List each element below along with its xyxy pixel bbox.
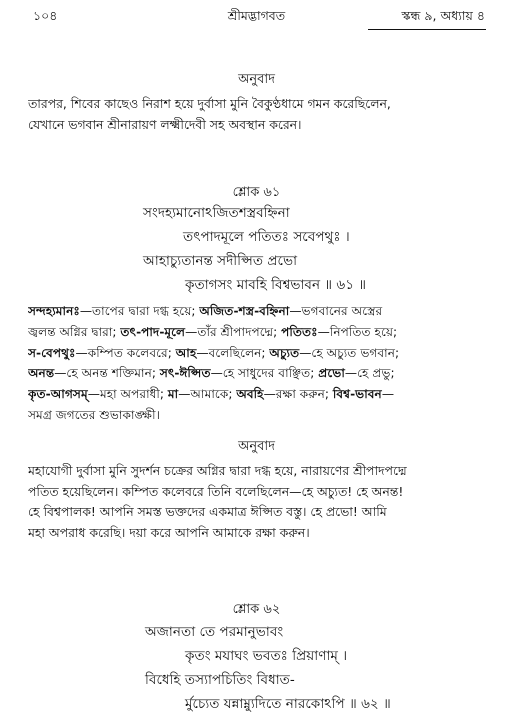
term-meaning: —হে অচ্যুত ভগবান; bbox=[299, 345, 400, 360]
sanskrit-term: স-বেপথুঃ bbox=[28, 345, 76, 360]
text-line: মহাযোগী দুর্বাসা মুনি সুদর্শন চক্রের অগ্নির দ্বারা দগ্ধ হয়ে, নারায়ণের শ্রীপাদপদ্মে bbox=[28, 463, 407, 478]
synonym-line bbox=[28, 405, 490, 426]
verse-line: বিধেহি তস্যাপচিতিং বিধাত- bbox=[145, 672, 295, 688]
term-meaning: —হে প্রভু; bbox=[344, 366, 395, 381]
sanskrit-term: প্রভো bbox=[318, 366, 345, 381]
translation-text bbox=[28, 461, 488, 543]
term-meaning: —আমাকে; bbox=[178, 387, 237, 402]
word-for-word-synonyms bbox=[28, 301, 490, 426]
sanskrit-term: অবহি bbox=[236, 387, 264, 402]
verse-line: সংদহ্যমানোঽজিতশস্ত্রবহ্নিনা bbox=[143, 205, 290, 221]
sanskrit-term: কৃত-আগসম্ bbox=[28, 387, 88, 402]
term-meaning: —হে সাধুদের বাঞ্ছিত; bbox=[210, 366, 319, 381]
synonym-line bbox=[28, 301, 490, 322]
verse-line: আহাচ্যুতানন্ত সদীপ্সিত প্রভো bbox=[143, 253, 298, 269]
translation-heading: অনুবাদ bbox=[238, 439, 275, 454]
verse-line: র্মুচ্যেত যন্নাম্ন্যুদিতে নারকোঽপি ॥ ৬২ ॥ bbox=[185, 696, 391, 712]
term-meaning: —নিপতিত হয়ে; bbox=[317, 324, 398, 339]
sanskrit-term: মা bbox=[167, 387, 179, 402]
translation-heading: অনুবাদ bbox=[238, 72, 275, 87]
term-meaning: —কম্পিত কলেবরে; bbox=[75, 345, 176, 360]
running-header bbox=[0, 6, 513, 28]
header-rule bbox=[368, 29, 486, 30]
term-meaning: — bbox=[381, 387, 395, 402]
text-line: যেখানে ভগবান শ্রীনারায়ণ লক্ষ্মীদেবী সহ অবস্থান করেন। bbox=[28, 116, 302, 132]
term-meaning: —হে অনন্ত শক্তিমান; bbox=[54, 366, 160, 381]
verse-line: কৃতাগসং মাবহি বিশ্বভাবন ॥ ৬১ ॥ bbox=[185, 277, 367, 293]
text-line: হে বিশ্বপালক! আপনি সমস্ত ভক্তদের একমাত্র ঈপ্সিত বস্তু। হে প্রভো! আমি bbox=[28, 504, 387, 519]
term-meaning: সমগ্র জগতের শুভাকাঙ্ক্ষী। bbox=[28, 407, 160, 422]
sanskrit-term: আহ bbox=[175, 345, 197, 360]
term-meaning: —তাপের দ্বারা দগ্ধ হয়ে; bbox=[79, 304, 200, 318]
translation-text bbox=[28, 94, 488, 135]
synonym-line bbox=[28, 363, 490, 384]
verse-line: কৃতং মযাঘং ভবতঃ প্রিয়াণাম্ । bbox=[185, 648, 348, 664]
text-line: তারপর, শিবের কাছেও নিরাশ হয়ে দুর্বাসা মুনি বৈকুণ্ঠধামে গমন করেছিলেন, bbox=[28, 96, 391, 111]
page-number: ১০৪ bbox=[33, 8, 58, 23]
synonym-line bbox=[28, 343, 490, 364]
verse-heading: শ্লোক ৬১ bbox=[232, 185, 281, 200]
sanskrit-term: সন্দহ্যমানঃ bbox=[28, 304, 80, 318]
sanskrit-term: তৎ-পাদ-মূলে bbox=[120, 324, 186, 339]
verse-line: তৎপাদমূলে পতিতঃ সবেপথুঃ । bbox=[183, 229, 350, 245]
text-line: মহা অপরাধ করেছি। দয়া করে আপনি আমাকে রক্ষা করুন। bbox=[28, 524, 310, 540]
verse-heading: শ্লোক ৬২ bbox=[232, 602, 281, 617]
verse-line: অজানতা তে পরমানুভাবং bbox=[145, 624, 284, 640]
sanskrit-term: সৎ-ঈপ্সিত bbox=[159, 366, 211, 381]
chapter-reference: স্কন্ধ ৯, অধ্যায় ৪ bbox=[401, 8, 485, 23]
sanskrit-term: অচ্যুত bbox=[269, 345, 300, 360]
book-title: শ্রীমদ্ভাগবত bbox=[227, 8, 286, 23]
term-meaning: —রক্ষা করুন; bbox=[263, 387, 333, 402]
sanskrit-term: বিশ্ব-ভাবন bbox=[332, 387, 382, 402]
synonym-line bbox=[28, 384, 490, 405]
term-meaning: জ্বলন্ত অগ্নির দ্বারা; bbox=[28, 324, 121, 339]
sanskrit-term: পতিতঃ bbox=[281, 324, 318, 339]
term-meaning: —তাঁর শ্রীপাদপদ্মে; bbox=[185, 324, 282, 339]
term-meaning: —মহা অপরাধী; bbox=[87, 387, 168, 402]
text-line: পতিত হয়েছিলেন। কম্পিত কলেবরে তিনি বলেছিলেন—হে অচ্যুত! হে অনন্ত! bbox=[28, 483, 404, 499]
synonym-line bbox=[28, 322, 490, 343]
term-meaning: —বলেছিলেন; bbox=[196, 345, 270, 360]
sanskrit-term: অজিত-শস্ত্র-বহ্নিনা bbox=[199, 304, 290, 318]
sanskrit-term: অনন্ত bbox=[28, 366, 55, 381]
term-meaning: —ভগবানের অস্ত্রের bbox=[289, 304, 383, 318]
